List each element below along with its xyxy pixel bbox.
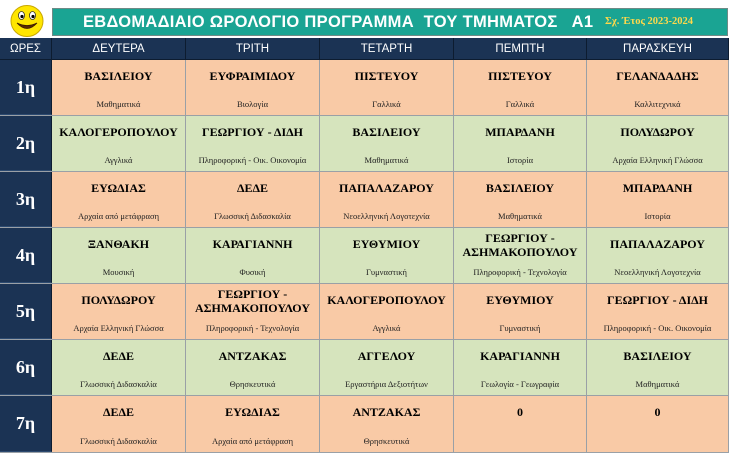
schedule-cell[interactable] xyxy=(587,228,729,283)
teacher-name: ΚΑΡΑΓΙΑΝΝΗ xyxy=(480,349,560,363)
schedule-cell[interactable] xyxy=(186,396,320,452)
schedule-cell[interactable] xyxy=(52,396,186,452)
school-year-label: Σχ. Έτος 2023-2024 xyxy=(605,16,693,27)
table-row xyxy=(0,172,729,228)
teacher-name: ΜΠΑΡΔΑΝΗ xyxy=(622,181,693,195)
subject-name: Θρησκευτικά xyxy=(363,436,410,446)
teacher-name: ΠΟΛΥΔΩΡΟΥ xyxy=(620,125,695,139)
schedule-cell[interactable] xyxy=(186,228,320,283)
schedule-cell[interactable] xyxy=(454,60,587,115)
subject-name: Εργαστήρια Δεξιοτήτων xyxy=(345,379,428,389)
teacher-name: ΕΥΘΥΜΙΟΥ xyxy=(486,293,554,307)
subject-name: Μαθηματικά xyxy=(635,379,680,389)
teacher-name: ΑΝΤΖΑΚΑΣ xyxy=(352,405,421,419)
hour-label: 6η xyxy=(0,340,52,395)
column-header-thursday: ΠΕΜΠΤΗ xyxy=(454,38,587,59)
teacher-name: ΕΥΘΥΜΙΟΥ xyxy=(352,237,421,251)
teacher-name: ΔΕΔΕ xyxy=(102,349,135,363)
subject-name: Νεοελληνική Λογοτεχνία xyxy=(343,211,430,221)
schedule-cell[interactable] xyxy=(52,284,186,339)
subject-name: Μαθηματικά xyxy=(364,155,409,165)
subject-name: Μαθηματικά xyxy=(498,211,542,221)
teacher-name: 0 xyxy=(654,405,661,419)
teacher-name: ΓΕΩΡΓΙΟΥ - ΔΙΔΗ xyxy=(607,293,708,307)
subject-name: Γυμναστική xyxy=(366,267,407,277)
subject-name: Μουσική xyxy=(102,267,135,277)
schedule-table xyxy=(0,38,729,453)
schedule-cell[interactable] xyxy=(52,340,186,395)
subject-name: Αγγλικά xyxy=(104,155,133,165)
schedule-cell[interactable] xyxy=(186,116,320,171)
teacher-name: ΒΑΣΙΛΕΙΟΥ xyxy=(84,69,153,83)
subject-name: Γυμναστική xyxy=(499,323,541,333)
schedule-cell[interactable] xyxy=(320,172,454,227)
table-row xyxy=(0,340,729,396)
teacher-name: ΕΥΦΡΑΙΜΙΔΟΥ xyxy=(209,69,296,83)
schedule-cell[interactable] xyxy=(320,60,454,115)
table-row xyxy=(0,228,729,284)
teacher-name: ΓΕΩΡΓΙΟΥ - ΑΣΗΜΑΚΟΠΟΥΛΟΥ xyxy=(194,287,310,315)
column-header-tuesday: ΤΡΙΤΗ xyxy=(186,38,320,59)
schedule-cell[interactable] xyxy=(454,172,587,227)
column-header-friday: ΠΑΡΑΣΚΕΥΗ xyxy=(587,38,729,59)
teacher-name: 0 xyxy=(517,405,523,419)
schedule-cell[interactable] xyxy=(587,396,729,452)
smiley-face-icon xyxy=(10,4,44,38)
subject-name: Φυσική xyxy=(239,267,266,277)
schedule-cell[interactable] xyxy=(52,116,186,171)
hour-label: 5η xyxy=(0,284,52,339)
subject-name: Αγγλικά xyxy=(372,323,401,333)
hour-label: 4η xyxy=(0,228,52,283)
teacher-name: ΓΕΩΡΓΙΟΥ - ΑΣΗΜΑΚΟΠΟΥΛΟΥ xyxy=(462,231,578,259)
table-row xyxy=(0,284,729,340)
subject-name: Μαθηματικά xyxy=(96,99,141,109)
teacher-name: ΒΑΣΙΛΕΙΟΥ xyxy=(352,125,421,139)
schedule-cell[interactable] xyxy=(454,340,587,395)
schedule-cell[interactable] xyxy=(587,284,729,339)
teacher-name: ΠΙΣΤΕΥΟΥ xyxy=(488,69,552,83)
subject-name: Πληροφορική - Οικ. Οικονομία xyxy=(198,155,307,165)
schedule-cell[interactable] xyxy=(454,396,587,452)
schedule-cell[interactable] xyxy=(52,172,186,227)
teacher-name: ΜΠΑΡΔΑΝΗ xyxy=(485,125,555,139)
teacher-name: ΕΥΩΔΙΑΣ xyxy=(91,181,146,195)
table-row xyxy=(0,116,729,172)
teacher-name: ΠΑΠΑΛΑΖΑΡΟΥ xyxy=(339,181,434,195)
hour-label: 2η xyxy=(0,116,52,171)
hour-label: 7η xyxy=(0,396,52,452)
subject-name: Γαλλικά xyxy=(372,99,401,109)
subject-name: Νεοελληνική Λογοτεχνία xyxy=(614,267,701,277)
column-header-monday: ΔΕΥΤΕΡΑ xyxy=(52,38,186,59)
subject-name: Γαλλικά xyxy=(505,99,535,109)
subject-name: Αρχαία Ελληνική Γλώσσα xyxy=(73,323,164,333)
subject-name: Ιστορία xyxy=(644,211,671,221)
subject-name: Θρησκευτικά xyxy=(229,379,276,389)
subject-name: Καλλιτεχνικά xyxy=(634,99,681,109)
teacher-name: ΞΑΝΘΑΚΗ xyxy=(87,237,150,251)
hour-label: 1η xyxy=(0,60,52,115)
page-title: ΕΒΔΟΜΑΔΙΑΙΟ ΩΡΟΛΟΓΙΟ ΠΡΟΓΡΑΜΜΑ ΤΟΥ ΤΜΗΜΑΤΟΣ Α1 xyxy=(83,13,594,31)
subject-name: Πληροφορική - Τεχνολογία xyxy=(205,323,300,333)
subject-name: Αρχαία Ελληνική Γλώσσα xyxy=(612,155,703,165)
teacher-name: ΓΕΛΑΝΔΑΔΗΣ xyxy=(616,69,699,83)
table-row xyxy=(0,396,729,453)
subject-name: Γλωσσική Διδασκαλία xyxy=(80,436,157,446)
schedule-cell[interactable] xyxy=(587,340,729,395)
teacher-name: ΒΑΣΙΛΕΙΟΥ xyxy=(623,349,692,363)
subject-name: Βιολογία xyxy=(236,99,269,109)
schedule-cell[interactable] xyxy=(587,172,729,227)
schedule-cell[interactable] xyxy=(186,340,320,395)
teacher-name: ΕΥΩΔΙΑΣ xyxy=(225,405,280,419)
schedule-cell[interactable] xyxy=(320,116,454,171)
subject-name: Αρχαία από μετάφραση xyxy=(77,211,160,221)
schedule-cell[interactable] xyxy=(52,60,186,115)
table-row xyxy=(0,60,729,116)
schedule-cell[interactable] xyxy=(320,340,454,395)
schedule-cell[interactable] xyxy=(186,284,320,339)
column-header-hours: ΩΡΕΣ xyxy=(0,38,52,59)
subject-name: Ιστορία xyxy=(506,155,534,165)
teacher-name: ΒΑΣΙΛΕΙΟΥ xyxy=(485,181,555,195)
teacher-name: ΚΑΡΑΓΙΑΝΝΗ xyxy=(212,237,293,251)
schedule-cell[interactable] xyxy=(186,60,320,115)
schedule-cell[interactable] xyxy=(52,228,186,283)
subject-name: Γλωσσική Διδασκαλία xyxy=(80,379,157,389)
subject-name: Πληροφορική - Τεχνολογία xyxy=(473,267,567,277)
hour-label: 3η xyxy=(0,172,52,227)
schedule-cell[interactable] xyxy=(320,228,454,283)
subject-name: Πληροφορική - Οικ. Οικονομία xyxy=(603,323,712,333)
schedule-cell[interactable] xyxy=(587,60,729,115)
title-bar xyxy=(52,8,728,36)
teacher-name: ΚΑΛΟΓΕΡΟΠΟΥΛΟΥ xyxy=(327,293,446,307)
subject-name: Γλωσσική Διδασκαλία xyxy=(214,211,291,221)
teacher-name: ΑΝΤΖΑΚΑΣ xyxy=(218,349,287,363)
teacher-name: ΠΑΠΑΛΑΖΑΡΟΥ xyxy=(610,237,705,251)
schedule-cell[interactable] xyxy=(454,116,587,171)
schedule-cell[interactable] xyxy=(186,172,320,227)
table-header-row xyxy=(0,38,729,60)
teacher-name: ΓΕΩΡΓΙΟΥ - ΔΙΔΗ xyxy=(202,125,303,139)
subject-name: Αρχαία από μετάφραση xyxy=(211,436,294,446)
schedule-cell[interactable] xyxy=(454,228,587,283)
teacher-name: ΠΟΛΥΔΩΡΟΥ xyxy=(81,293,156,307)
teacher-name: ΚΑΛΟΓΕΡΟΠΟΥΛΟΥ xyxy=(59,125,178,139)
schedule-cell[interactable] xyxy=(587,116,729,171)
subject-name: Γεωλογία - Γεωγραφία xyxy=(480,379,560,389)
teacher-name: ΠΙΣΤΕΥΟΥ xyxy=(354,69,419,83)
teacher-name: ΑΓΓΕΛΟΥ xyxy=(357,349,416,363)
schedule-cell[interactable] xyxy=(320,396,454,452)
teacher-name: ΔΕΔΕ xyxy=(236,181,269,195)
column-header-wednesday: ΤΕΤΑΡΤΗ xyxy=(320,38,454,59)
schedule-cell[interactable] xyxy=(454,284,587,339)
schedule-cell[interactable] xyxy=(320,284,454,339)
teacher-name: ΔΕΔΕ xyxy=(102,405,135,419)
